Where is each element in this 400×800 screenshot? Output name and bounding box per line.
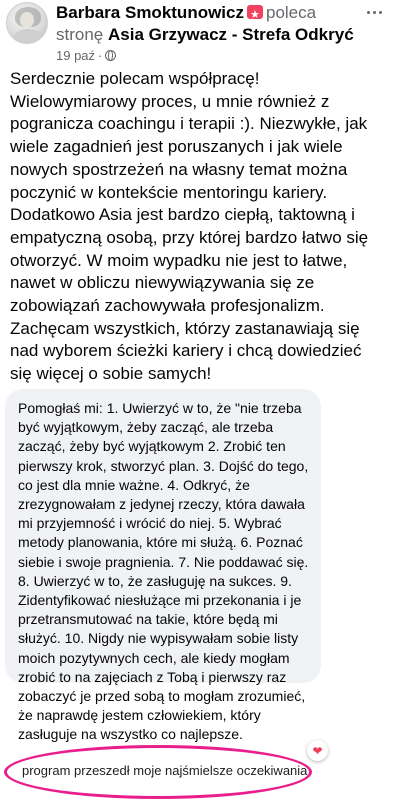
heart-icon[interactable]: ❤: [307, 740, 328, 761]
post-body: Serdecznie polecam współpracę! Wielowymiarowy proces, u mnie również z pogranicza coachingu i terapii :). Niezwykłe, jak wiele zagadnień jest poruszanych i jak wiele nowych spostrzeżeń na własny temat można poczynić w kontekście mentoringu kariery. Dodatkowo Asia jest bardzo ciepłą, taktowną i empatyczną osobą, przy której bardzo łatwo się otworzyć. W moim wypadku nie jest to łatwe, nawet w obliczu niewywiązywania się ze zobowiązań zachowywała profesjonalizm. Zachęcam wszystkich, którzy zastanawiają się nad wyborem ścieżki kariery i chcą dowiedzieć się więcej o sobie samych!: [10, 69, 369, 384]
avatar[interactable]: [6, 2, 48, 44]
recommend-badge-icon: [247, 5, 263, 19]
meta-separator: ·: [98, 48, 103, 63]
globe-icon: [105, 50, 116, 61]
action-word-2: stronę: [56, 25, 104, 44]
post-header-text: [56, 2, 356, 65]
more-options-icon[interactable]: [362, 4, 386, 20]
post-header: [0, 0, 400, 62]
action-word-1: poleca: [266, 3, 317, 22]
header-line-2: [56, 24, 356, 46]
post-date[interactable]: 19 paź: [56, 48, 96, 63]
author-name[interactable]: Barbara Smoktunowicz: [56, 3, 244, 22]
comment-text: Pomogłaś mi: 1. Uwierzyć w to, że "nie trzeba być wyjątkowym, żeby zacząć, ale trzeba zacząć, żeby być wyjątkowym 2. Zrobić ten pierwszy krok, stworzyć plan. 3. Dojść do tego, co jest dla mnie ważne. 4. Odkryć, że zrezygnowałam z jedynej rzeczy, która dawała mi przyjemność i wrócić do niej. 5. Wybrać metody planowania, które mi służą. 6. Poznać siebie i swoje pragnienia. 7. Nie poddawać się. 8. Uwierzyć w to, że zasługuję na sukces. 9. Zidentyfikować niesłużące mi przekonania i je przetransmutować na takie, które będą mi służyć. 10. Nigdy nie wypisywałam sobie listy moich pozytywnych cech, ale kiedy mogłam zrobić to na zajęciach z Tobą i pierwszy raz zobaczyć je przed sobą to mogłam zrozumieć, że naprawdę jestem człowiekiem, który zasługuje na wszystko co najlepsze.: [18, 400, 309, 743]
header-line-1: [56, 2, 356, 24]
reply-preview: program przeszedł moje najśmielsze oczekiwania: [22, 763, 308, 778]
comment-bubble: [5, 389, 321, 743]
page-name[interactable]: Asia Grzywacz - Strefa Odkryć: [107, 25, 354, 44]
post-meta: [56, 47, 356, 65]
